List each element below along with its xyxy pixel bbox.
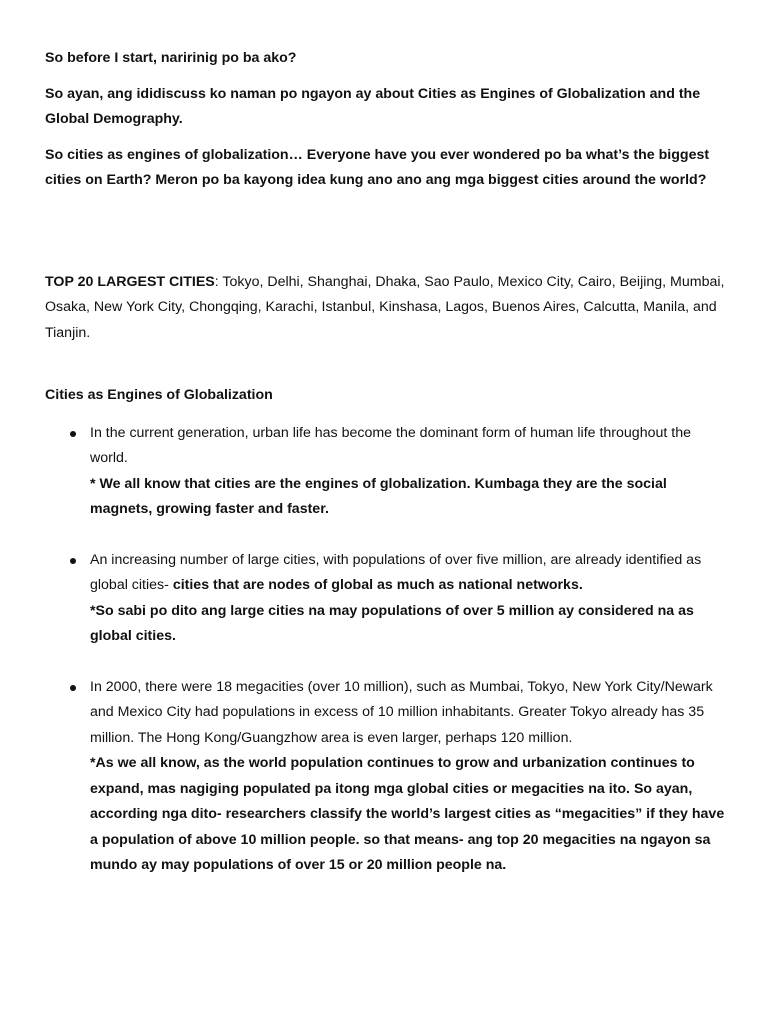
bullet-list [45,421,725,879]
bullet-dot-icon [70,431,76,437]
bullet-dot-icon [70,685,76,691]
bullet-3-note: *As we all know, as the world population continues to grow and urbanization continues to expand, mas nagiging populated pa itong mga global cities or megacities na ito. So ayan, according nga dito- researchers classify the world’s largest cities as “megacities” if they have a population of above 10 million people. so that means- ang top 20 megacities na ngayon sa mundo ay may populations of over 15 or 20 million people na. [90,755,725,873]
bullet-2-text: An increasing number of large cities, with populations of over five million, are already identified as global cities- [90,551,702,593]
bullet-item-1 [45,421,725,523]
top-20-list: : Tokyo, Delhi, Shanghai, Dhaka, Sao Paulo, Mexico City, Cairo, Beijing, Mumbai, Osaka, New York City, Chongqing, Karachi, Istanbul, Kinshasa, Lagos, Buenos Aires, Calcutta, Manila, and Tianjin. [45,273,725,341]
bullet-1-note: * We all know that cities are the engines of globalization. Kumbaga they are the social magnets, growing faster and faster. [90,475,667,517]
top-20-label: TOP 20 LARGEST CITIES [45,273,215,290]
section-title: Cities as Engines of Globalization [45,387,273,403]
bullet-2-note: *So sabi po dito ang large cities na may populations of over 5 million ay considered na as global cities. [90,602,694,644]
intro-line-3: So cities as engines of globalization… Everyone have you ever wondered po ba what’s the biggest cities on Earth? Meron po ba kayong idea kung ano ano ang mga biggest cities around the world? [45,146,710,188]
bullet-item-3 [45,675,725,879]
bullet-3-text: In 2000, there were 18 megacities (over 10 million), such as Mumbai, Tokyo, New York City/Newark and Mexico City had populations in excess of 10 million inhabitants. Greater Tokyo already has 35 million. The Hong Kong/Guangzhow area is even larger, perhaps 120 million. [90,678,713,746]
bullet-2-bold-text: cities that are nodes of global as much as national networks. [172,577,583,593]
bullet-dot-icon [70,558,76,564]
bullet-1-text: In the current generation, urban life has become the dominant form of human life throughout the world. [90,424,691,466]
intro-line-2: So ayan, ang ididiscuss ko naman po ngayon ay about Cities as Engines of Globalization and the Global Demography. [45,85,701,127]
bullet-item-2 [45,548,725,650]
intro-line-1: So before I start, naririnig po ba ako? [45,50,297,66]
top-20-cities-paragraph [45,270,725,347]
document-page [45,46,725,904]
